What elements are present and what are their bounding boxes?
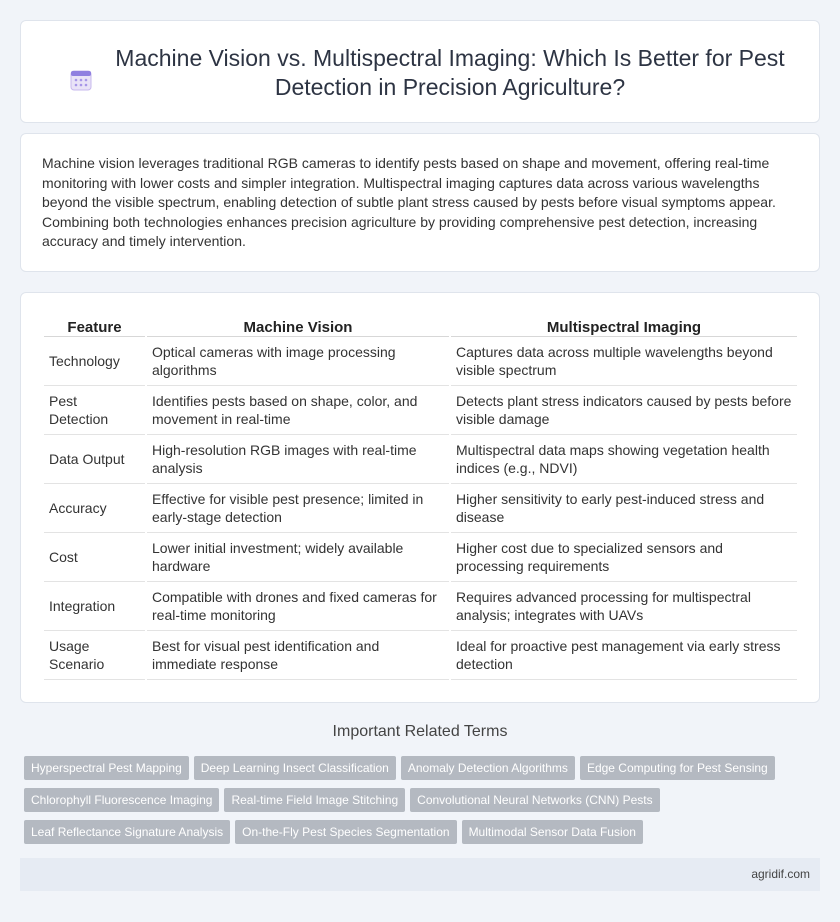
related-terms-title: Important Related Terms [332, 723, 508, 740]
row-machine-vision: High-resolution RGB images with real-time analysis [147, 435, 449, 484]
row-feature: Integration [44, 582, 145, 631]
title-card [20, 20, 820, 123]
row-multispectral: Multispectral data maps showing vegetation health indices (e.g., NDVI) [451, 435, 797, 484]
row-multispectral: Higher cost due to specialized sensors and processing requirements [451, 533, 797, 582]
related-term-tag[interactable]: Leaf Reflectance Signature Analysis [24, 820, 230, 844]
row-machine-vision: Effective for visible pest presence; limited in early-stage detection [147, 484, 449, 533]
row-multispectral: Ideal for proactive pest management via early stress detection [451, 631, 797, 680]
row-multispectral: Captures data across multiple wavelengths beyond visible spectrum [451, 337, 797, 386]
row-multispectral: Detects plant stress indicators caused by pests before visible damage [451, 386, 797, 435]
row-machine-vision: Optical cameras with image processing algorithms [147, 337, 449, 386]
footer-site-link[interactable]: agridif.com [751, 867, 810, 881]
related-term-tag[interactable]: Multimodal Sensor Data Fusion [462, 820, 643, 844]
row-feature: Pest Detection [44, 386, 145, 435]
related-term-tag[interactable]: Real-time Field Image Stitching [224, 788, 405, 812]
related-terms-row [24, 788, 804, 812]
related-term-tag[interactable]: Edge Computing for Pest Sensing [580, 756, 775, 780]
comparison-table [42, 315, 799, 680]
related-term-tag[interactable]: On-the-Fly Pest Species Segmentation [235, 820, 456, 844]
row-feature: Data Output [44, 435, 145, 484]
row-machine-vision: Lower initial investment; widely available hardware [147, 533, 449, 582]
related-term-tag[interactable]: Anomaly Detection Algorithms [401, 756, 575, 780]
page-title: Machine Vision vs. Multispectral Imaging: Which Is Better for Pest Detection in Precision Agriculture? [115, 45, 785, 100]
footer [20, 858, 820, 891]
table-row [44, 484, 797, 533]
row-feature: Technology [44, 337, 145, 386]
table-row [44, 386, 797, 435]
row-machine-vision: Identifies pests based on shape, color, and movement in real-time [147, 386, 449, 435]
table-row [44, 582, 797, 631]
intro-paragraph: Machine vision leverages traditional RGB cameras to identify pests based on shape and movement, offering real-time monitoring with lower costs and simpler integration. Multispectral imaging captures data across various wavelengths beyond the visible spectrum, enabling detection of subtle plant stress caused by pests before visual symptoms appear. Combining both technologies enhances precision agriculture by providing comprehensive pest detection, increasing accuracy and timely intervention. [42, 155, 776, 250]
related-term-tag[interactable]: Chlorophyll Fluorescence Imaging [24, 788, 219, 812]
row-multispectral: Requires advanced processing for multispectral analysis; integrates with UAVs [451, 582, 797, 631]
row-feature: Usage Scenario [44, 631, 145, 680]
row-machine-vision: Best for visual pest identification and immediate response [147, 631, 449, 680]
intro-card [20, 133, 820, 272]
related-term-tag[interactable]: Convolutional Neural Networks (CNN) Pests [410, 788, 659, 812]
table-header-row [44, 315, 797, 337]
row-multispectral: Higher sensitivity to early pest-induced stress and disease [451, 484, 797, 533]
related-terms-row [24, 756, 804, 780]
row-machine-vision: Compatible with drones and fixed cameras for real-time monitoring [147, 582, 449, 631]
header-machine-vision: Machine Vision [147, 315, 449, 337]
header-multispectral: Multispectral Imaging [451, 315, 797, 337]
related-term-tag[interactable]: Hyperspectral Pest Mapping [24, 756, 189, 780]
related-terms-row [24, 820, 804, 844]
related-term-tag[interactable]: Deep Learning Insect Classification [194, 756, 396, 780]
table-row [44, 337, 797, 386]
header-feature: Feature [44, 315, 145, 337]
table-row [44, 533, 797, 582]
row-feature: Accuracy [44, 484, 145, 533]
row-feature: Cost [44, 533, 145, 582]
table-row [44, 435, 797, 484]
table-row [44, 631, 797, 680]
comparison-table-card [20, 292, 820, 703]
